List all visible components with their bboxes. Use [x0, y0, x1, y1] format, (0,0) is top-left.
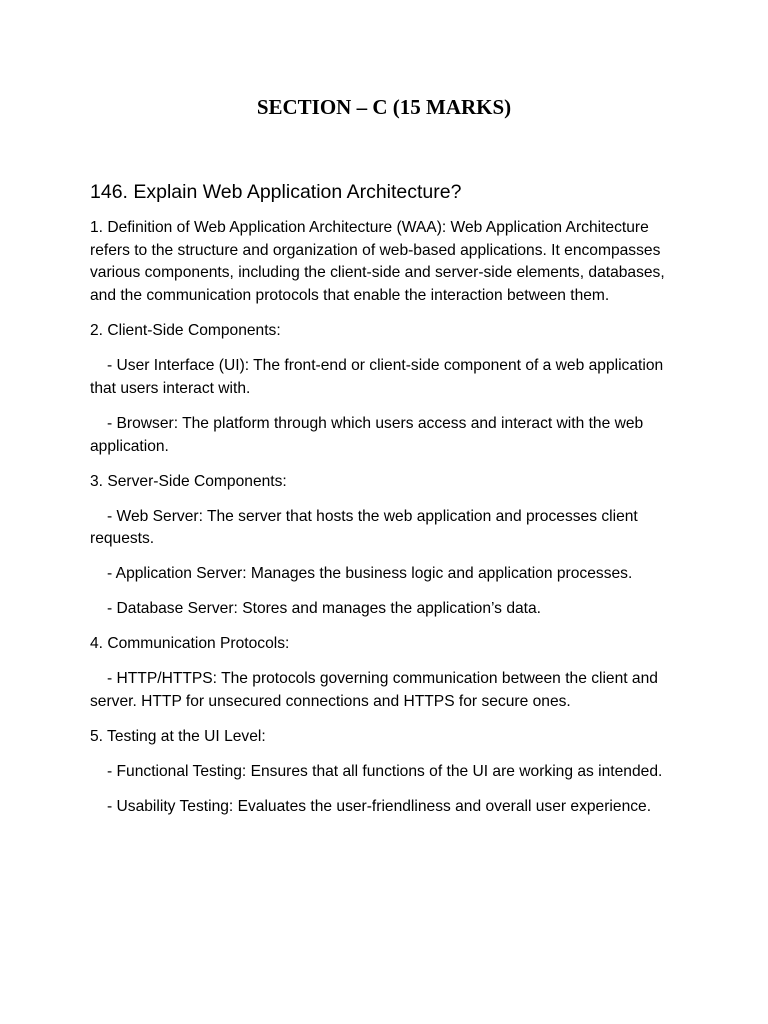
server-side-heading: 3. Server-Side Components:	[90, 472, 287, 490]
client-side-heading: 2. Client-Side Components:	[90, 322, 281, 340]
http-https-item: - HTTP/HTTPS: The protocols governing communication between the client and server. HTTP for unsecured connections and HTTPS for secure ones.	[90, 670, 658, 710]
browser-item: - Browser: The platform through which users access and interact with the web application.	[90, 414, 644, 455]
web-server-item: - Web Server: The server that hosts the web application and processes client requests.	[90, 507, 638, 548]
user-interface-item: - User Interface (UI): The front-end or client-side component of a web application that users interact with.	[90, 357, 664, 397]
database-server-item: - Database Server: Stores and manages the application’s data.	[107, 600, 541, 618]
functional-testing-item: - Functional Testing: Ensures that all functions of the UI are working as intended.	[107, 762, 663, 780]
question-heading: 146. Explain Web Application Architecture?	[90, 181, 462, 203]
ui-testing-heading: 5. Testing at the UI Level:	[90, 727, 266, 745]
answer-content	[90, 178, 684, 831]
section-title: SECTION – C (15 MARKS)	[256, 95, 512, 119]
waa-definition-paragraph: 1. Definition of Web Application Architecture (WAA): Web Application Architecture refers to the structure and organization of web-based applications. It encompasses various components, including the client-side and server-side elements, databases, and the communication protocols that enable the interaction between them.	[90, 219, 665, 305]
usability-testing-item: - Usability Testing: Evaluates the user-friendliness and overall user experience.	[107, 797, 652, 815]
application-server-item: - Application Server: Manages the business logic and application processes.	[107, 565, 633, 583]
communication-protocols-heading: 4. Communication Protocols:	[90, 635, 290, 653]
